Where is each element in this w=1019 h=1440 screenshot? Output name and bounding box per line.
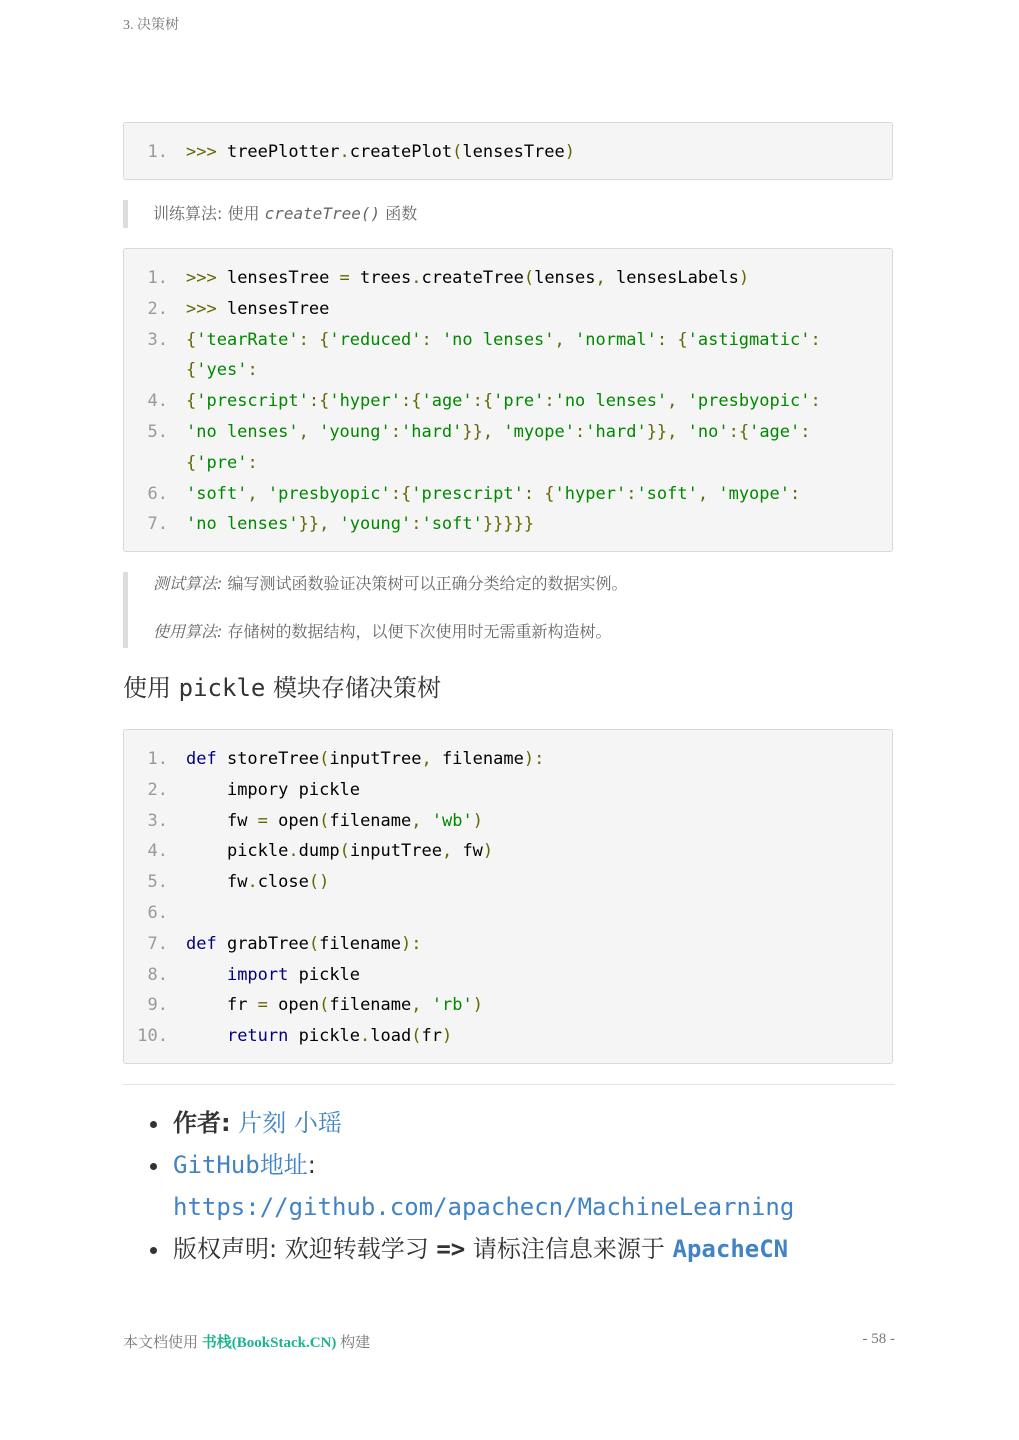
line-number: 2. bbox=[147, 298, 168, 319]
code-token bbox=[186, 1026, 227, 1046]
code-token: grabTree bbox=[216, 933, 309, 954]
code-token: ( bbox=[319, 749, 330, 769]
code-text bbox=[186, 775, 892, 806]
github-colon: : bbox=[307, 1151, 316, 1179]
code-token: inputTree bbox=[329, 749, 422, 769]
code-text bbox=[186, 294, 892, 325]
code-token: 'reduced' bbox=[329, 329, 422, 350]
footer-prefix: 本文档使用 bbox=[123, 1335, 202, 1351]
code-line bbox=[124, 294, 892, 325]
code-token: :{ bbox=[472, 391, 494, 412]
code-token: import bbox=[226, 964, 289, 985]
line-number: 5. bbox=[147, 421, 168, 442]
code-token: 'no lenses' bbox=[186, 514, 299, 535]
code-line bbox=[124, 417, 892, 479]
code-line bbox=[124, 775, 892, 806]
code-token: 'tearRate' bbox=[196, 329, 299, 350]
note-test-body: 编写测试函数验证决策树可以正确分类给定的数据实例。 bbox=[222, 574, 628, 593]
code-text bbox=[186, 744, 892, 775]
code-token: }}}}} bbox=[482, 514, 535, 535]
code-token: : { bbox=[298, 329, 330, 350]
credits-author bbox=[148, 1102, 908, 1144]
code-token: >>> bbox=[186, 142, 227, 162]
code-token: , bbox=[247, 483, 268, 504]
code-token: , bbox=[421, 749, 432, 769]
code-token: ): bbox=[523, 749, 545, 769]
line-number: 4. bbox=[147, 391, 168, 412]
code-token: ) bbox=[441, 1026, 453, 1047]
footer-brand-link[interactable]: 书栈(BookStack.CN) bbox=[201, 1335, 337, 1351]
code-token: 'age' bbox=[421, 391, 473, 412]
code-token: : { bbox=[656, 329, 688, 350]
code-token: 'soft' bbox=[186, 483, 248, 504]
code-text bbox=[186, 898, 892, 929]
code-token: . bbox=[288, 841, 299, 862]
code-token: 'soft' bbox=[636, 483, 698, 504]
code-token: 'hyper' bbox=[554, 483, 627, 504]
code-token: treePlotter bbox=[226, 142, 340, 162]
footer-credit bbox=[123, 1331, 370, 1352]
code-token: trees bbox=[349, 268, 412, 288]
code-line bbox=[124, 990, 892, 1021]
code-token: 'wb' bbox=[431, 810, 473, 831]
apachecn-link[interactable]: ApacheCN bbox=[672, 1235, 789, 1263]
code-token: : bbox=[247, 452, 258, 473]
code-token: () bbox=[308, 872, 330, 893]
code-token: : { bbox=[523, 483, 555, 504]
code-token: 'no' bbox=[687, 421, 729, 442]
code-token: , bbox=[411, 995, 422, 1016]
code-token: , bbox=[667, 391, 688, 412]
code-line bbox=[124, 386, 892, 417]
code-token: { bbox=[186, 391, 197, 412]
code-token: load bbox=[370, 1026, 412, 1047]
code-token: close bbox=[257, 872, 309, 893]
line-number: 3. bbox=[147, 329, 168, 350]
code-token: = bbox=[257, 810, 268, 831]
code-token: 'yes' bbox=[196, 360, 248, 381]
code-token: , bbox=[298, 421, 320, 442]
note-train-label: 训练算法: bbox=[153, 204, 223, 223]
code-token: }}, bbox=[298, 514, 340, 535]
code-line bbox=[124, 960, 892, 991]
code-token: ( bbox=[319, 995, 330, 1016]
code-text bbox=[186, 386, 892, 417]
line-number: 6. bbox=[147, 483, 168, 504]
code-token: ) bbox=[564, 142, 576, 162]
code-token: ( bbox=[308, 933, 320, 954]
code-token: ( bbox=[319, 810, 330, 831]
code-token: storeTree bbox=[216, 749, 320, 769]
code-token: >>> bbox=[186, 268, 227, 288]
code-text bbox=[186, 417, 892, 479]
code-text bbox=[186, 990, 892, 1021]
code-token: fr bbox=[421, 1026, 442, 1047]
code-token: filename bbox=[329, 995, 412, 1016]
note-use-body: 存储树的数据结构，以便下次使用时无需重新构造树。 bbox=[222, 622, 612, 641]
credits-list bbox=[148, 1102, 908, 1270]
line-number: 8. bbox=[147, 964, 168, 985]
code-token: pickle bbox=[288, 1026, 361, 1047]
code-token: ) bbox=[472, 810, 483, 831]
code-token: . bbox=[247, 872, 258, 893]
code-token: = bbox=[257, 995, 268, 1016]
code-token: , bbox=[554, 329, 576, 350]
code-token: inputTree bbox=[349, 841, 442, 862]
code-token: fr bbox=[186, 995, 258, 1016]
github-url-link[interactable]: https://github.com/apachecn/MachineLearning bbox=[173, 1193, 795, 1221]
code-token: 'normal' bbox=[575, 329, 657, 350]
code-line bbox=[124, 479, 892, 510]
line-number: 4. bbox=[147, 841, 168, 862]
code-token: filename bbox=[329, 810, 412, 831]
note-use-text bbox=[153, 620, 893, 644]
code-token: :{ bbox=[400, 391, 422, 412]
code-token: lensesLabels bbox=[605, 268, 739, 288]
code-token: filename bbox=[319, 933, 401, 954]
copyright-mid: 请标注信息来源于 bbox=[465, 1235, 673, 1263]
note-train-algorithm bbox=[123, 200, 893, 228]
code-token: 'astigmatic' bbox=[687, 329, 811, 350]
code-token: 'hard' bbox=[400, 421, 463, 442]
copyright-pre: 版权声明: 欢迎转载学习 bbox=[173, 1235, 437, 1263]
code-token: def bbox=[186, 933, 217, 954]
line-number: 7. bbox=[147, 933, 168, 954]
code-token: fw bbox=[186, 872, 248, 893]
code-text bbox=[186, 929, 892, 960]
code-token: , bbox=[411, 810, 422, 831]
code-token: 'no lenses' bbox=[186, 421, 299, 442]
code-token: 'pre' bbox=[493, 391, 545, 412]
section-heading-pre: 使用 bbox=[123, 674, 179, 702]
credits-github bbox=[148, 1144, 908, 1228]
copyright-arrow: => bbox=[436, 1235, 466, 1263]
code-token: >>> bbox=[186, 298, 227, 319]
code-token: :{ bbox=[308, 391, 330, 412]
code-line bbox=[124, 806, 892, 837]
code-token: : { bbox=[186, 421, 811, 473]
inline-code-createtree: createTree() bbox=[264, 204, 381, 223]
code-line bbox=[124, 1021, 892, 1052]
line-number: 1. bbox=[147, 142, 168, 162]
code-token: open bbox=[267, 810, 320, 831]
code-token: 'myope' bbox=[718, 483, 790, 504]
code-line bbox=[124, 137, 892, 168]
code-text bbox=[186, 509, 892, 540]
line-number: 6. bbox=[147, 902, 168, 923]
code-token: , bbox=[595, 268, 606, 288]
code-token: 'hard' bbox=[585, 421, 647, 442]
code-text bbox=[186, 137, 892, 168]
author-label: 作者: bbox=[173, 1109, 231, 1137]
code-token: 'age' bbox=[749, 421, 801, 442]
code-token: 'hyper' bbox=[329, 391, 401, 412]
code-token: , bbox=[697, 483, 719, 504]
code-token: : bbox=[810, 391, 821, 412]
code-text bbox=[186, 325, 892, 387]
code-token: :{ bbox=[728, 421, 750, 442]
note-test-label: 测试算法: bbox=[153, 574, 223, 593]
code-token: . bbox=[339, 142, 350, 162]
code-token: ( bbox=[339, 841, 350, 862]
code-text bbox=[186, 960, 892, 991]
running-header: 3. 决策树 bbox=[123, 18, 179, 33]
code-text bbox=[186, 806, 892, 837]
line-number: 7. bbox=[147, 514, 168, 535]
code-token: ( bbox=[452, 142, 463, 162]
code-line bbox=[124, 744, 892, 775]
code-token: : bbox=[544, 391, 555, 412]
code-token: fw bbox=[186, 810, 258, 831]
code-token: 'myope' bbox=[503, 421, 576, 442]
section-heading-code: pickle bbox=[178, 674, 266, 702]
note-test-use bbox=[123, 572, 893, 648]
line-number: 9. bbox=[147, 995, 168, 1016]
code-line bbox=[124, 509, 892, 540]
code-token: ) bbox=[472, 995, 483, 1016]
line-number: 1. bbox=[147, 749, 168, 769]
code-token: : bbox=[790, 483, 801, 504]
line-number: 2. bbox=[147, 779, 168, 800]
code-token: 'soft' bbox=[421, 514, 483, 535]
code-text bbox=[186, 867, 892, 898]
code-token: = bbox=[339, 268, 350, 288]
code-token: ): bbox=[400, 933, 422, 954]
code-token bbox=[422, 811, 432, 831]
code-token: lenses bbox=[534, 268, 596, 288]
code-token: 'no lenses' bbox=[441, 329, 555, 350]
credits-copyright bbox=[148, 1228, 908, 1270]
page-number: - 58 - bbox=[862, 1331, 895, 1347]
code-token: pickle bbox=[288, 964, 361, 985]
note-train-pre: 使用 bbox=[222, 204, 265, 223]
code-token: 'presbyopic' bbox=[687, 391, 811, 412]
code-token: createTree bbox=[421, 268, 524, 288]
code-block-lenses-tree bbox=[123, 248, 893, 552]
code-token bbox=[186, 965, 227, 985]
section-heading-pickle bbox=[123, 668, 441, 703]
code-token: 'no lenses' bbox=[554, 391, 668, 412]
note-use-label: 使用算法: bbox=[153, 622, 223, 641]
code-token: 'prescript' bbox=[196, 391, 309, 412]
code-token: ( bbox=[411, 1026, 422, 1047]
code-line bbox=[124, 867, 892, 898]
code-token: ) bbox=[482, 841, 494, 862]
code-token: : bbox=[247, 360, 258, 381]
line-number: 5. bbox=[147, 872, 168, 893]
code-text bbox=[186, 479, 892, 510]
code-token: : { bbox=[186, 329, 821, 381]
section-heading-post: 模块存储决策树 bbox=[265, 674, 441, 702]
code-token: . bbox=[411, 268, 422, 288]
author-link[interactable]: 片刻 小瑶 bbox=[230, 1109, 342, 1137]
code-line bbox=[124, 929, 892, 960]
github-label-link[interactable]: GitHub地址 bbox=[173, 1151, 308, 1179]
code-text bbox=[186, 836, 892, 867]
code-token: :{ bbox=[390, 483, 412, 504]
code-token: 'young' bbox=[319, 421, 391, 442]
code-token: pickle bbox=[186, 841, 289, 862]
code-line bbox=[124, 898, 892, 929]
code-token: : bbox=[421, 329, 442, 350]
code-token: createPlot bbox=[349, 142, 453, 162]
code-token: : bbox=[390, 421, 401, 442]
code-token: ) bbox=[738, 268, 750, 288]
code-token: ( bbox=[523, 268, 535, 288]
code-token: 'presbyopic' bbox=[267, 483, 391, 504]
code-token: dump bbox=[298, 841, 340, 862]
code-token: lensesTree bbox=[462, 142, 565, 162]
code-line bbox=[124, 836, 892, 867]
code-token: : bbox=[626, 483, 637, 504]
code-line bbox=[124, 325, 892, 387]
code-token: 'young' bbox=[339, 514, 412, 535]
code-token: 'prescript' bbox=[411, 483, 524, 504]
line-number: 3. bbox=[147, 810, 168, 831]
footer-suffix: 构建 bbox=[336, 1335, 371, 1351]
line-number: 1. bbox=[147, 268, 168, 288]
code-text bbox=[186, 1021, 892, 1052]
code-line bbox=[124, 263, 892, 294]
note-train-text bbox=[153, 200, 893, 228]
code-token: return bbox=[226, 1026, 289, 1047]
code-token: : bbox=[411, 514, 422, 535]
code-block-store-tree bbox=[123, 729, 893, 1064]
code-token bbox=[422, 995, 432, 1015]
code-token: . bbox=[360, 1026, 371, 1047]
line-number: 10. bbox=[137, 1026, 168, 1047]
code-token: 'rb' bbox=[431, 995, 473, 1016]
code-token: }}, bbox=[646, 421, 688, 442]
code-text bbox=[186, 263, 892, 294]
code-block-create-plot bbox=[123, 122, 893, 180]
code-token: { bbox=[186, 329, 197, 350]
code-token: lensesTree bbox=[226, 268, 340, 288]
code-token: impory pickle bbox=[186, 779, 361, 800]
code-token: filename bbox=[431, 749, 524, 769]
note-train-post: 函数 bbox=[380, 204, 418, 223]
code-token: open bbox=[267, 995, 320, 1016]
code-token: 'pre' bbox=[196, 452, 248, 473]
code-token: lensesTree bbox=[226, 298, 330, 319]
note-test-text bbox=[153, 572, 893, 596]
code-token: def bbox=[186, 749, 217, 769]
horizontal-rule bbox=[123, 1084, 895, 1085]
code-token: fw bbox=[452, 841, 483, 862]
code-token: : bbox=[575, 421, 586, 442]
code-token: , bbox=[441, 841, 453, 862]
code-token: }}, bbox=[462, 421, 504, 442]
